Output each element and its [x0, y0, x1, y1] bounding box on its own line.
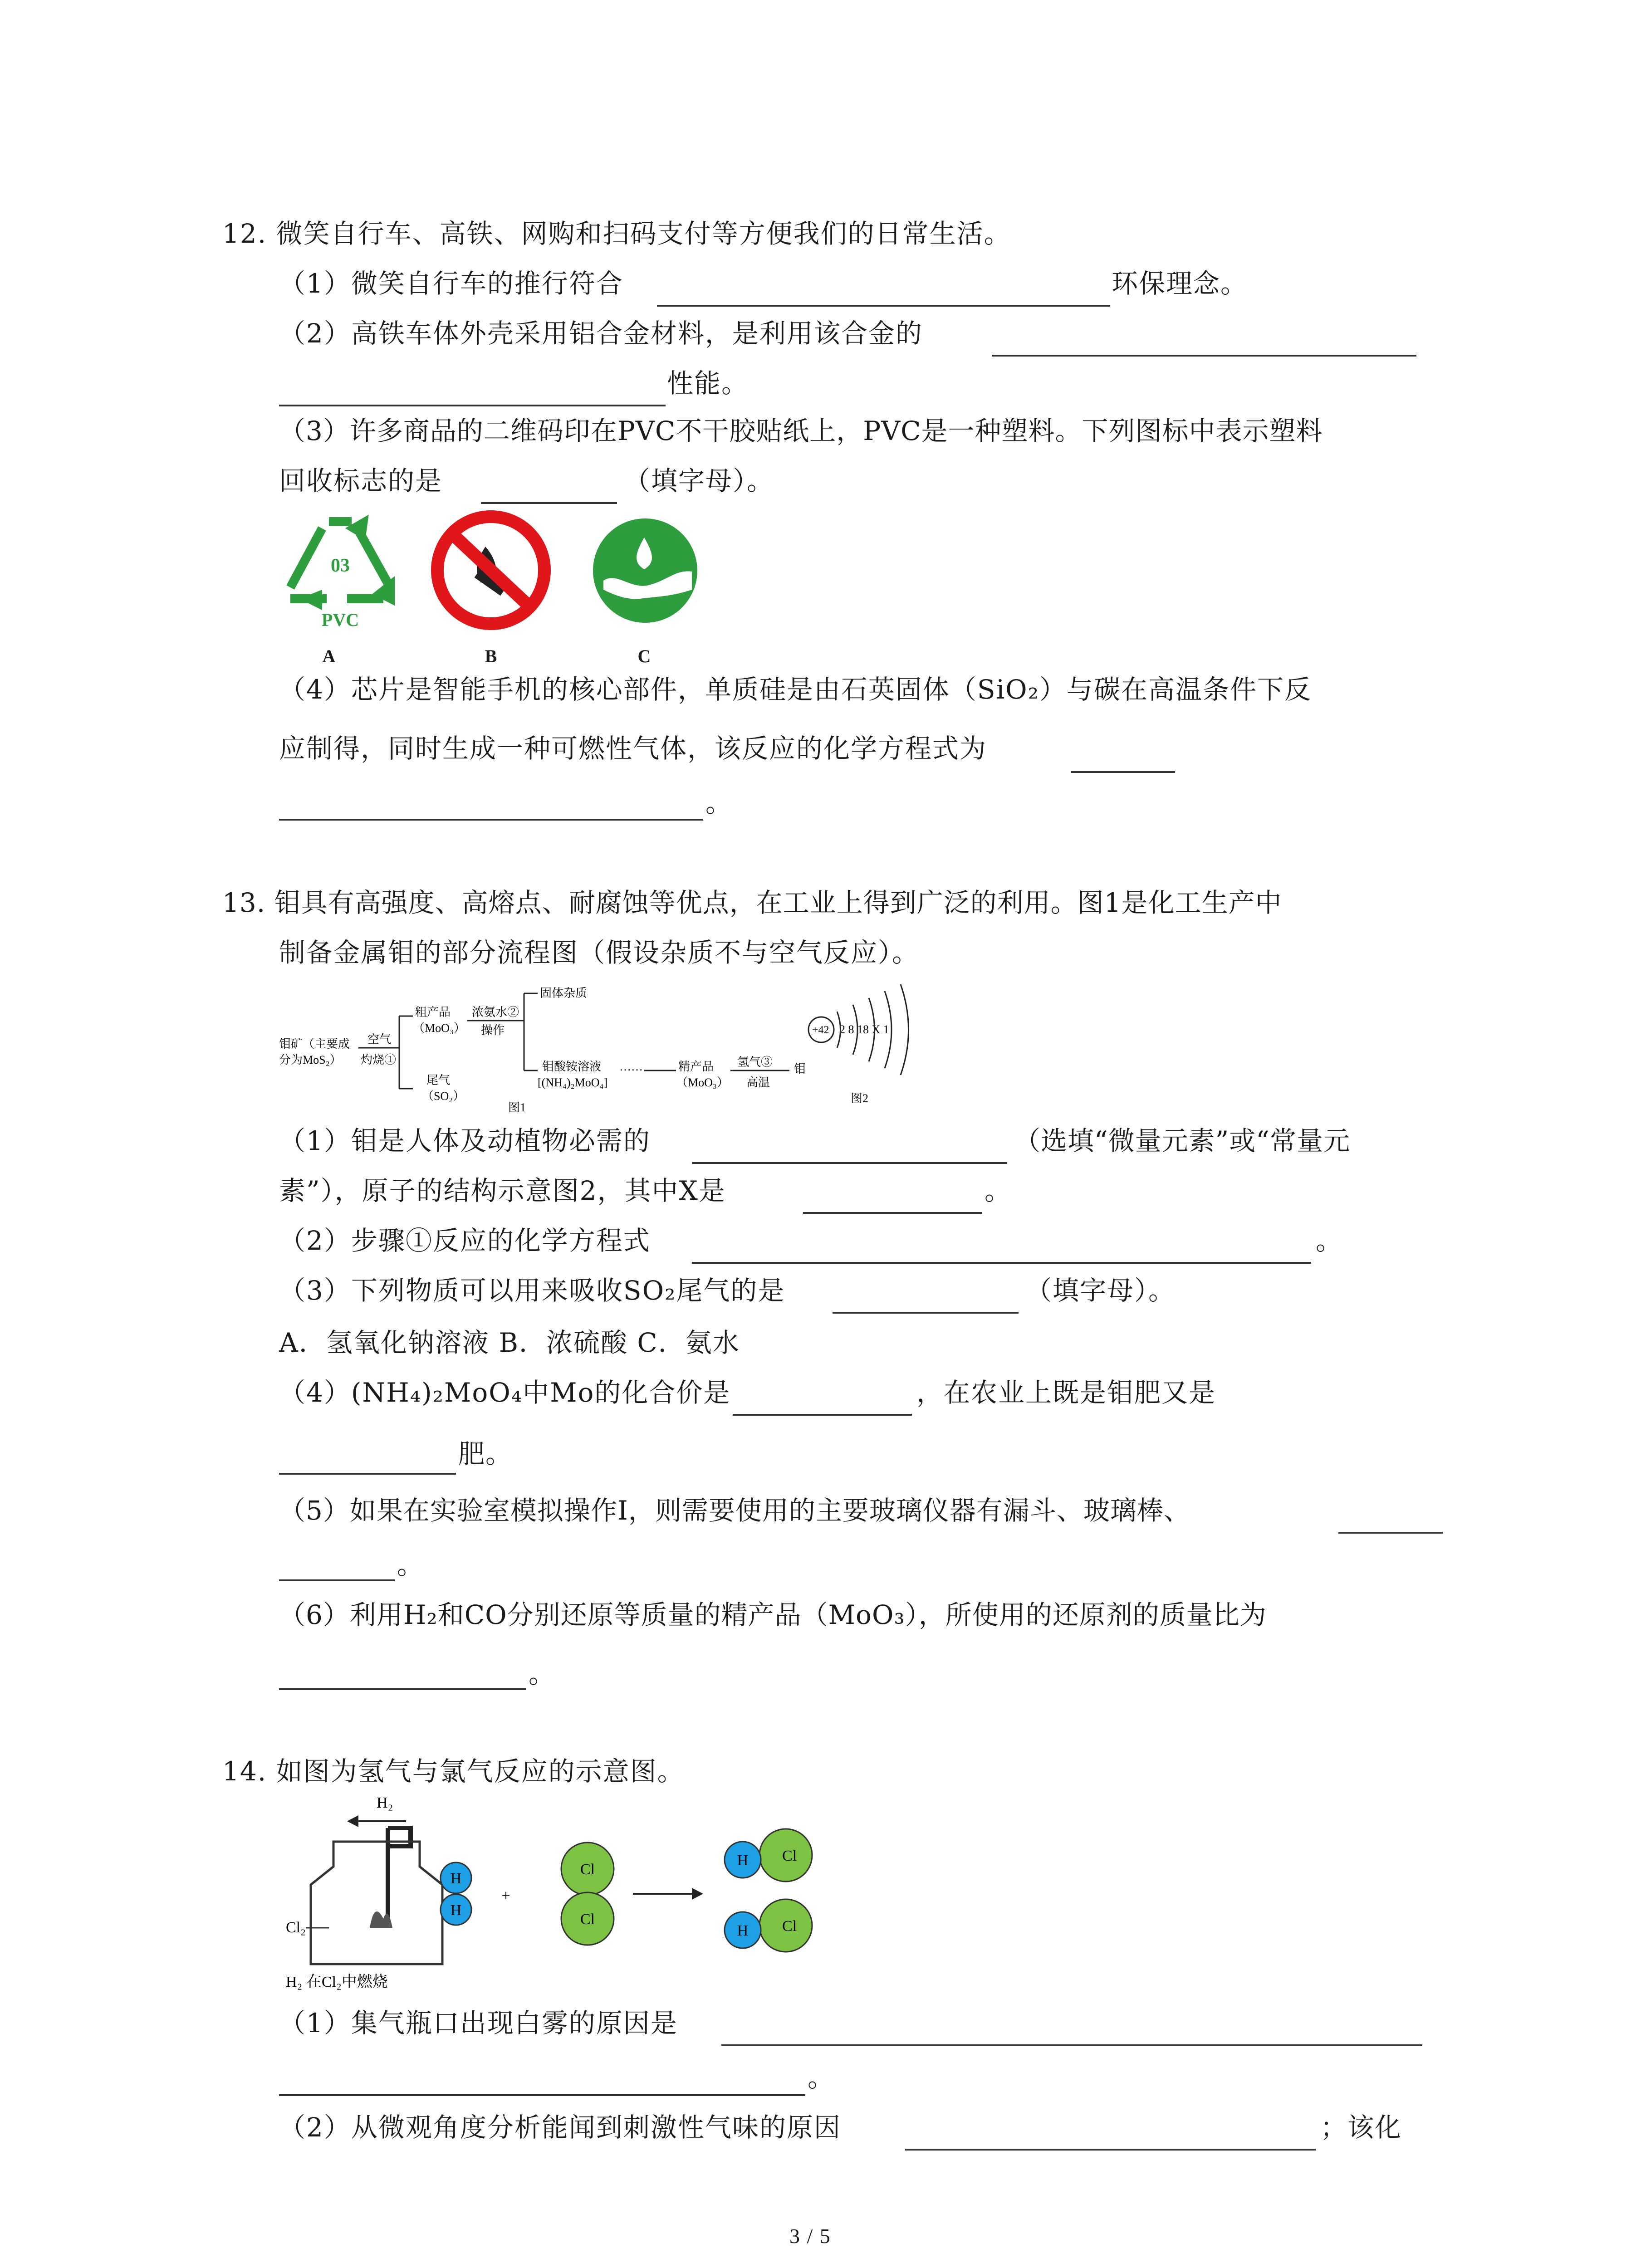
q14-part1-end: 。	[808, 2062, 835, 2093]
q13-part2-prefix: （2）步骤①反应的化学方程式	[279, 1225, 651, 1256]
icon-a-label: A	[322, 646, 336, 666]
hcl1-atom-cl: Cl	[782, 1848, 797, 1864]
atom-shells: 2 8 18 X 1	[839, 1023, 889, 1036]
q13-part1-blank-a[interactable]	[692, 1162, 1007, 1164]
q13-part2-end: 。	[1316, 1225, 1343, 1256]
icon-a-text: PVC	[321, 610, 359, 630]
q12-part4-line1: （4）芯片是智能手机的核心部件，单质硅是由石英固体（SiO₂）与碳在高温条件下反	[279, 674, 1312, 705]
h2-atom-1: H	[450, 1870, 462, 1887]
flow-ore-1: 钼矿（主要成	[279, 1037, 350, 1051]
q12-part3-line1: （3）许多商品的二维码印在PVC不干胶贴纸上，PVC是一种塑料。下列图标中表示塑料	[279, 415, 1323, 446]
flow-air: 空气	[367, 1033, 392, 1046]
q12-part2-suffix: 性能。	[667, 368, 749, 399]
flow-crude-1: 粗产品	[415, 1006, 451, 1019]
q12-part2-prefix: （2）高铁车体外壳采用铝合金材料，是利用该合金的	[279, 318, 923, 349]
flow-hightemp: 高温	[746, 1076, 770, 1089]
q13-part6-line1: （6）利用H₂和CO分别还原等质量的精产品（MoO₃），所使用的还原剂的质量比为	[279, 1599, 1267, 1630]
q13-part1-line2: 素”），原子的结构示意图2，其中X是	[279, 1175, 726, 1206]
q13-part3-options: A．氢氧化钠溶液 B．浓硫酸 C．氨水	[279, 1327, 740, 1358]
q13-part4-blank-b[interactable]	[279, 1473, 456, 1475]
q13-part3-blank[interactable]	[833, 1312, 1019, 1314]
q13-part3-suffix: （填字母）。	[1025, 1275, 1176, 1306]
icon-a-recycle	[279, 508, 402, 671]
q13-part4-blank-a[interactable]	[733, 1414, 912, 1416]
flow-mo: 钼	[794, 1062, 806, 1075]
q13-part4-mid: ，在农业上既是钼肥又是	[916, 1377, 1216, 1408]
q12-part1-blank[interactable]	[657, 305, 1110, 307]
flow-impurity: 固体杂质	[540, 987, 588, 1000]
flow-hydrogen: 氢气③	[737, 1056, 773, 1069]
flow-fig2-caption: 图2	[851, 1092, 869, 1105]
flow-tail-1: 尾气	[426, 1074, 451, 1087]
q14-figure-caption: H₂ 在Cl₂中燃烧	[286, 1974, 388, 1990]
q13-part5-prefix: （5）如果在实验室模拟操作Ⅰ，则需要使用的主要玻璃仪器有漏斗、玻璃棒、	[279, 1495, 1190, 1526]
flow-fine-2: （MoO₃）	[676, 1076, 729, 1089]
icon-b-label: B	[485, 646, 497, 666]
flow-fine-1: 精产品	[678, 1060, 714, 1073]
h2-atom-2: H	[450, 1902, 462, 1919]
cl2-bottle-label: Cl₂	[286, 1919, 306, 1936]
q14-part1-blank-b[interactable]	[279, 2094, 805, 2096]
q13-part1-prefix: （1）钼是人体及动植物必需的	[279, 1125, 651, 1156]
q13-part1-end: 。	[985, 1175, 1012, 1206]
q12-part4-blank-b[interactable]	[279, 819, 703, 821]
q14-reaction-figure	[279, 1787, 823, 2005]
flow-ammonia: 浓氨水②	[472, 1006, 519, 1019]
flow-fig1-caption: 图1	[508, 1101, 526, 1114]
q12-part2-blank-b[interactable]	[279, 405, 666, 406]
q14-part2-blank[interactable]	[905, 2149, 1316, 2151]
q13-flow-figure	[277, 980, 921, 1116]
q12-part2-blank-a[interactable]	[992, 355, 1416, 357]
hcl2-atom-h: H	[737, 1922, 749, 1939]
q12-part1-prefix: （1）微笑自行车的推行符合	[279, 268, 623, 299]
q12-part4-blank-a[interactable]	[1071, 771, 1175, 773]
q12-part4-line2: 应制得，同时生成一种可燃性气体，该反应的化学方程式为	[279, 733, 987, 764]
q12-part3-blank[interactable]	[481, 502, 617, 504]
q12-part4-end: 。	[705, 787, 733, 818]
q13-part1-mid: （选填“微量元素”或“常量元	[1014, 1125, 1350, 1156]
flow-ore-2: 分为MoS₂）	[279, 1053, 342, 1066]
q13-part1-blank-b[interactable]	[803, 1212, 982, 1214]
q14-part2-prefix: （2）从微观角度分析能闻到刺激性气味的原因	[279, 2112, 841, 2143]
hcl2-atom-cl: Cl	[782, 1918, 797, 1935]
q14-stem: 14. 如图为氢气与氯气反应的示意图。	[222, 1756, 685, 1787]
flow-dots: ……	[619, 1060, 643, 1073]
reaction-plus: +	[501, 1887, 510, 1904]
flow-operate: 操作	[481, 1024, 505, 1037]
hcl1-atom-h: H	[737, 1852, 749, 1869]
q14-part1-prefix: （1）集气瓶口出现白雾的原因是	[279, 2008, 678, 2038]
q13-part5-blank-b[interactable]	[279, 1579, 395, 1581]
icon-c-water-saving	[590, 517, 703, 671]
q13-part5-blank-a[interactable]	[1338, 1532, 1443, 1534]
q13-part5-end: 。	[397, 1549, 425, 1580]
icon-b-no-fire	[431, 510, 558, 671]
q13-part6-blank[interactable]	[279, 1688, 526, 1690]
q13-part3-prefix: （3）下列物质可以用来吸收SO₂尾气的是	[279, 1275, 785, 1306]
icon-c-label: C	[637, 646, 651, 666]
flow-tail-2: （SO₂）	[422, 1090, 465, 1103]
q13-part6-end: 。	[529, 1658, 556, 1689]
cl2-atom-1: Cl	[580, 1861, 595, 1878]
q13-part2-blank[interactable]	[692, 1262, 1311, 1264]
q13-stem-line1: 13. 钼具有高强度、高熔点、耐腐蚀等优点，在工业上得到广泛的利用。图1是化工生产中	[222, 887, 1282, 918]
q12-part1-suffix: 环保理念。	[1112, 268, 1248, 299]
q13-part4-prefix: （4）(NH₄)₂MoO₄中Mo的化合价是	[279, 1377, 731, 1408]
flow-crude-2: （MoO₃）	[413, 1022, 465, 1035]
cl2-atom-2: Cl	[580, 1911, 595, 1928]
page-number: 3 / 5	[789, 2224, 831, 2248]
flow-molybdate-2: [(NH₄)₂MoO₄]	[538, 1076, 608, 1089]
q14-part2-suffix: ；该化	[1320, 2112, 1402, 2143]
q12-part3-suffix: （填字母）。	[624, 465, 774, 496]
flow-roast: 灼烧①	[361, 1053, 397, 1066]
q13-part4-end: 肥。	[458, 1438, 513, 1469]
atom-nucleus: +42	[812, 1024, 829, 1036]
icon-a-number: 03	[331, 555, 350, 576]
h2-arrow-label: H₂	[377, 1794, 393, 1811]
flow-molybdate-1: 钼酸铵溶液	[542, 1060, 602, 1073]
q12-part3-prefix: 回收标志的是	[279, 465, 443, 496]
q12-stem: 12. 微笑自行车、高铁、网购和扫码支付等方便我们的日常生活。	[222, 218, 1011, 249]
q14-part1-blank-a[interactable]	[721, 2044, 1422, 2046]
q13-stem-line2: 制备金属钼的部分流程图（假设杂质不与空气反应）。	[279, 937, 920, 968]
